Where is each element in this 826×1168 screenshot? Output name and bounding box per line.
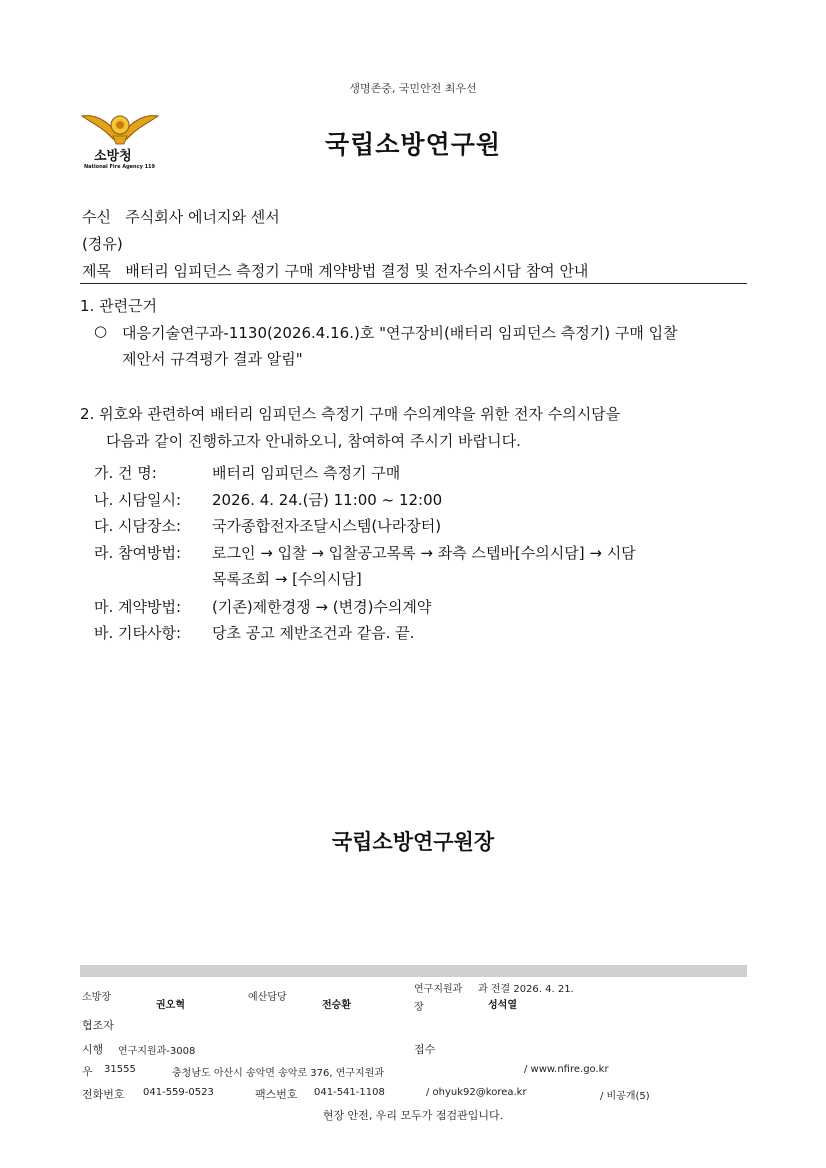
budget-name: 전승환 xyxy=(322,1000,351,1011)
final-approver-name: 성석열 xyxy=(488,1000,517,1011)
enforcement-label: 시행 xyxy=(82,1043,104,1056)
disclosure-status: / 비공개(5) xyxy=(600,1091,650,1102)
budget-role: 예산담당 xyxy=(248,992,287,1003)
website-link[interactable]: / www.nfire.go.kr xyxy=(524,1064,609,1075)
item-label-datetime: 나. 시담일시: xyxy=(94,491,182,509)
item-label-other: 바. 기타사항: xyxy=(94,624,182,642)
final-approval-mark: 과 전결 2026. 4. 21. xyxy=(478,984,574,995)
recipient-label: 수신 xyxy=(82,208,111,226)
section1-bullet: ○ xyxy=(94,322,108,340)
email-link[interactable]: / ohyuk92@korea.kr xyxy=(426,1087,527,1098)
phone-value: 041-559-0523 xyxy=(143,1087,214,1098)
item-value-name: 배터리 임피던스 측정기 구매 xyxy=(212,464,401,482)
footer-slogan: 현장 안전, 우리 모두가 점검관입니다. xyxy=(322,1109,504,1122)
issuer-signature: 국립소방연구원장 xyxy=(331,830,495,854)
cooperator-label: 협조자 xyxy=(82,1019,114,1032)
phone-label: 전화번호 xyxy=(82,1088,125,1101)
item-label-method: 라. 참여방법: xyxy=(94,544,182,562)
item-value-place: 국가종합전자조달시스템(나라장터) xyxy=(212,517,442,535)
final-role-line1: 연구지원과 xyxy=(414,984,463,995)
logo-name: 소방청 xyxy=(94,149,132,164)
item-value-other: 당초 공고 제반조건과 같음. 끝. xyxy=(212,624,415,642)
item-label-contract: 마. 계약방법: xyxy=(94,598,182,616)
item-label-name: 가. 건 명: xyxy=(94,464,157,482)
address-zip: 31555 xyxy=(104,1064,136,1075)
organization-title: 국립소방연구원 xyxy=(324,130,502,159)
section1-heading: 1. 관련근거 xyxy=(80,297,158,315)
recipient-value: 주식회사 에너지와 센서 xyxy=(125,208,280,226)
enforcement-value: 연구지원과-3008 xyxy=(118,1046,196,1057)
drafter-name: 권오혁 xyxy=(156,1000,185,1011)
fax-label: 팩스번호 xyxy=(255,1088,298,1101)
item-value-method-cont: 목록조회 → [수의시담] xyxy=(212,570,362,588)
section2-line1: 2. 위호와 관련하여 배터리 임피던스 측정기 구매 수의계약을 위한 전자 수의시담을 xyxy=(80,405,621,423)
section1-line1: 대응기술연구과-1130(2026.4.16.)호 "연구장비(배터리 임피던스 측정기) 구매 입찰 xyxy=(122,324,678,342)
fax-value: 041-541-1108 xyxy=(314,1087,385,1098)
final-role-line2: 장 xyxy=(414,1002,424,1013)
address-text: 충청남도 아산시 송악면 송악로 376, 연구지원과 xyxy=(172,1068,385,1079)
address-label: 우 xyxy=(82,1065,93,1078)
item-value-method: 로그인 → 입찰 → 입찰공고목록 → 좌측 스텝바[수의시담] → 시담 xyxy=(212,544,636,562)
subject-row xyxy=(82,260,588,281)
receipt-label: 접수 xyxy=(414,1043,436,1056)
drafter-role: 소방장 xyxy=(82,992,111,1003)
item-label-place: 다. 시담장소: xyxy=(94,517,182,535)
footer-divider-bar xyxy=(80,965,747,977)
section2-line2: 다음과 같이 진행하고자 안내하오니, 참여하여 주시기 바랍니다. xyxy=(106,432,521,450)
subject-value: 배터리 임피던스 측정기 구매 계약방법 결정 및 전자수의시담 참여 안내 xyxy=(125,262,589,280)
via-row: (경유) xyxy=(82,235,123,253)
item-value-contract: (기존)제한경쟁 → (변경)수의계약 xyxy=(212,598,432,616)
subject-divider xyxy=(80,283,747,284)
item-value-datetime: 2026. 4. 24.(금) 11:00 ~ 12:00 xyxy=(212,491,443,509)
logo-subtitle: National Fire Agency 119 xyxy=(84,164,156,170)
recipient-row xyxy=(82,206,280,227)
subject-label: 제목 xyxy=(82,262,111,280)
header-slogan: 생명존중, 국민안전 최우선 xyxy=(349,82,477,95)
section1-line2: 제안서 규격평가 결과 알림" xyxy=(122,350,303,368)
